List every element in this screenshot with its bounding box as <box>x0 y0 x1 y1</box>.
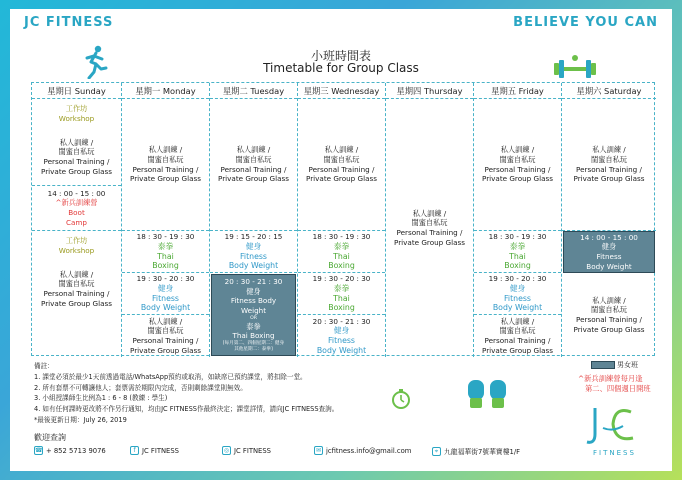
stopwatch-icon <box>390 388 412 410</box>
class-name-zh2: 閨蜜自私玩 <box>147 326 184 336</box>
class-name-en: Personal Training / <box>132 164 199 174</box>
class-cell <box>474 99 561 231</box>
notes-title: 備註： <box>34 362 54 370</box>
schedule-note: 其他星期二：泰拳] <box>234 346 273 352</box>
class-name-zh2: 閨蜜自私玩 <box>323 154 360 164</box>
class-cell <box>474 315 561 357</box>
instagram-icon: ◎ <box>223 447 230 454</box>
class-name-en: Fitness <box>239 251 267 261</box>
class-name-zh: 健身 <box>601 242 617 252</box>
class-cell <box>298 273 385 315</box>
class-name-en2: Private Group Glass <box>41 298 112 308</box>
class-cell <box>32 261 121 317</box>
class-name-en2: Private Group Glass <box>130 174 201 184</box>
instagram-link[interactable] <box>222 446 271 455</box>
class-name-zh2: 閨蜜自私玩 <box>58 279 95 289</box>
email-link[interactable] <box>314 446 411 455</box>
note-item: 3. 小組授課師生比例為1 : 6 - 8 (教練 : 學生) <box>34 394 168 403</box>
day-header: 星期三 Wednesday <box>298 83 385 99</box>
last-updated: *最後更新日期：July 26, 2019 <box>34 415 127 424</box>
class-name-en2: Camp <box>66 217 87 227</box>
class-cell <box>562 99 656 231</box>
logo-wordmark: FITNESS <box>593 449 636 457</box>
class-cell <box>298 315 385 357</box>
class-name-zh: 健身 <box>245 241 262 251</box>
slogan: BELIEVE YOU CAN <box>513 15 658 30</box>
location-pin-icon: ⌖ <box>432 447 441 456</box>
facebook-link[interactable] <box>130 446 179 455</box>
class-name-zh2: 閨蜜自私玩 <box>411 218 448 228</box>
email-address: jcfitness.info@gmail.com <box>326 446 412 455</box>
column-friday <box>474 83 562 357</box>
class-name-zh: 私人訓練 / <box>148 145 183 155</box>
class-name-en: Thai <box>509 251 526 261</box>
class-name-en2: Private Group Glass <box>482 345 553 355</box>
address <box>432 446 520 456</box>
class-name-zh: 健身 <box>333 326 350 336</box>
class-name-en: Personal Training / <box>484 336 551 345</box>
time-slot: 20 : 30 - 21 : 30 <box>312 316 371 326</box>
page-title-zh: 小班時間表 <box>310 49 371 63</box>
page-title-en: Timetable for Group Class <box>263 61 419 75</box>
class-cell <box>298 231 385 273</box>
day-header: 星期四 Thursday <box>386 83 473 99</box>
time-slot: 20 : 30 - 21 : 30 <box>224 277 283 287</box>
time-slot: 18 : 30 - 19 : 30 <box>136 232 195 242</box>
time-slot: 19 : 15 - 20 : 15 <box>224 232 283 242</box>
boot-camp-note: ^新兵訓練營每月逢 <box>578 374 643 383</box>
column-thursday <box>386 83 474 357</box>
class-name-en: Fitness Body <box>230 296 277 306</box>
legend-swatch <box>591 361 615 369</box>
class-name-zh: 泰拳 <box>157 241 174 251</box>
class-name-zh: 私人訓練 / <box>59 269 94 279</box>
class-name-zh2: 閨蜜自私玩 <box>147 154 184 164</box>
class-name-zh: 私人訓練 / <box>412 208 447 218</box>
class-name-zh2: 閨蜜自私玩 <box>499 154 536 164</box>
legend-label: 男女班 <box>617 361 638 369</box>
legend-mixed-class <box>591 360 638 370</box>
class-cell <box>210 231 297 273</box>
day-header: 星期二 Tuesday <box>210 83 297 99</box>
note-item: 4. 如有任何課時更改將不作另行通知，均由JC FITNESS作最終決定；課堂詳情，請向JC FITNESS查詢。 <box>34 405 339 414</box>
class-cell <box>122 99 209 231</box>
note-item: 1. 課堂必須於最少1天前透過電話/WhatsApp預約或取消，如缺席已預約課堂，將扣除一堂。 <box>34 372 307 381</box>
class-name-zh: 私人訓練 / <box>500 316 535 326</box>
phone-contact[interactable] <box>34 446 106 455</box>
class-name-zh2: 閨蜜自私玩 <box>235 154 272 164</box>
class-name-en: Boot <box>68 208 85 217</box>
class-cell <box>386 99 473 357</box>
column-sunday <box>32 83 122 357</box>
class-name-zh2: 閨蜜自私玩 <box>591 154 627 164</box>
class-name-zh: 私人訓練 / <box>59 137 94 147</box>
class-name-zh: 私人訓練 / <box>148 316 183 326</box>
class-name-en2: Boxing <box>328 261 355 271</box>
class-name-zh2: 閨蜜自私玩 <box>591 305 627 315</box>
class-name-en: Thai Boxing <box>232 331 275 341</box>
class-cell <box>122 273 209 315</box>
class-name-zh: 泰拳 <box>333 241 350 251</box>
email-icon: ✉ <box>315 447 322 454</box>
class-name-en: Personal Training / <box>308 164 375 174</box>
class-cell <box>298 99 385 231</box>
class-name-en: Fitness <box>151 293 179 303</box>
class-name-en: Personal Training / <box>484 164 551 174</box>
facebook-name: JC FITNESS <box>142 446 179 455</box>
workshop-cell <box>32 231 121 261</box>
class-name-en: Personal Training / <box>220 164 287 174</box>
workshop-label-en: Workshop <box>58 114 95 123</box>
class-name-en2: Boxing <box>504 261 531 271</box>
facebook-icon: f <box>130 446 139 455</box>
class-name-en2: Body Weight <box>140 303 191 313</box>
class-name-zh2: 閨蜜自私玩 <box>499 326 536 336</box>
mixed-class-cell <box>211 274 296 356</box>
time-slot: 19 : 30 - 20 : 30 <box>312 274 371 284</box>
class-name-en: Thai <box>157 251 174 261</box>
time-slot: 19 : 30 - 20 : 30 <box>488 274 547 284</box>
time-slot: 18 : 30 - 19 : 30 <box>312 232 371 242</box>
phone-number: + 852 5713 9076 <box>46 446 106 455</box>
class-cell <box>210 99 297 231</box>
class-name-en: Personal Training / <box>132 336 199 345</box>
class-cell <box>122 315 209 357</box>
column-monday <box>122 83 210 357</box>
class-name-en2: Private Group Glass <box>394 237 465 247</box>
timetable-grid <box>31 82 655 356</box>
instagram-name: JC FITNESS <box>234 446 271 455</box>
class-name-en2: Body Weight <box>228 261 279 271</box>
class-name-en: Personal Training / <box>43 289 110 298</box>
class-name-en2: Boxing <box>328 303 355 313</box>
time-slot: 14 : 00 - 15 : 00 <box>580 232 638 242</box>
workshop-cell <box>32 99 121 129</box>
class-name-zh2: 閨蜜自私玩 <box>58 147 95 157</box>
class-name-en: Thai <box>333 251 350 261</box>
class-name-en2: Body Weight <box>492 303 543 313</box>
workshop-label-en: Workshop <box>58 246 95 255</box>
class-name-zh: ^新兵訓練營 <box>55 198 98 208</box>
class-name-zh: 健身 <box>157 283 174 293</box>
class-name-en: Thai <box>333 293 350 303</box>
class-name-en2: Body Weight <box>586 261 632 271</box>
contact-footer <box>34 446 554 458</box>
day-header: 星期一 Monday <box>122 83 209 99</box>
time-slot: 14 : 00 - 15 : 00 <box>47 188 106 198</box>
phone-icon: ☎ <box>35 447 43 454</box>
class-name-en: Fitness <box>503 293 531 303</box>
class-cell <box>562 273 656 357</box>
class-name-zh: 私人訓練 / <box>236 145 271 155</box>
day-header: 星期六 Saturday <box>562 83 656 99</box>
class-name-en: Fitness <box>327 336 355 345</box>
class-name-en2: Boxing <box>152 261 179 271</box>
class-name-en2: Private Group Glass <box>41 166 112 176</box>
class-name-zh: 私人訓練 / <box>592 145 626 155</box>
class-name-en: Personal Training / <box>576 164 642 174</box>
boot-camp-note: 第二、四個週日開班 <box>585 384 651 393</box>
class-name-zh: 私人訓練 / <box>592 295 626 305</box>
address-text: 九龍福華街7號華寶樓1/F <box>444 448 521 456</box>
class-name-zh: 泰拳 <box>333 283 350 293</box>
class-name-en2: Private Group Glass <box>218 174 289 184</box>
schedule-note: [每月第二、四個星期二：健身 <box>222 340 285 346</box>
day-header: 星期五 Friday <box>474 83 561 99</box>
column-saturday <box>562 83 656 357</box>
column-wednesday <box>298 83 386 357</box>
class-cell <box>32 129 121 185</box>
class-name-zh: 泰拳 <box>509 241 526 251</box>
class-name-en2: Private Group Glass <box>482 174 553 184</box>
class-name-en: Personal Training / <box>396 228 463 237</box>
brand-name: JC FITNESS <box>24 15 114 30</box>
class-name-en2: Private Group Glass <box>573 324 645 334</box>
workshop-label-zh: 工作坊 <box>65 236 88 246</box>
note-item: 2. 所有套票不可轉讓他人；套票需於期限內完成，否則剩餘課堂則無效。 <box>34 383 247 392</box>
day-header: 星期日 Sunday <box>32 83 121 99</box>
mixed-class-cell <box>563 231 655 273</box>
time-slot: 18 : 30 - 19 : 30 <box>488 232 547 242</box>
class-name-en2: Body Weight <box>316 345 367 355</box>
jc-logo <box>585 404 647 448</box>
class-name-zh: 私人訓練 / <box>324 145 359 155</box>
notes-section <box>34 361 338 426</box>
class-name-zh: 健身 <box>509 283 526 293</box>
time-slot: 19 : 30 - 20 : 30 <box>136 274 195 284</box>
class-cell <box>122 231 209 273</box>
class-name-en: Personal Training / <box>43 157 110 166</box>
or-label: OR <box>250 315 257 321</box>
column-tuesday <box>210 83 298 357</box>
class-name-zh: 泰拳 <box>246 321 261 331</box>
class-cell <box>474 273 561 315</box>
class-name-en2: Private Group Glass <box>573 174 645 184</box>
contact-heading: 歡迎查詢 <box>34 433 66 442</box>
boxing-gloves-icon <box>462 376 512 412</box>
class-name-en2: Private Group Glass <box>130 345 201 355</box>
boot-camp-cell <box>32 185 121 231</box>
class-name-en2: Private Group Glass <box>306 174 377 184</box>
class-name-en2: Weight <box>240 306 267 315</box>
class-cell <box>474 231 561 273</box>
class-name-en: Personal Training / <box>576 315 642 324</box>
class-name-zh: 私人訓練 / <box>500 145 535 155</box>
class-name-en: Fitness <box>596 252 622 261</box>
workshop-label-zh: 工作坊 <box>65 104 88 114</box>
class-name-zh: 健身 <box>246 286 261 296</box>
